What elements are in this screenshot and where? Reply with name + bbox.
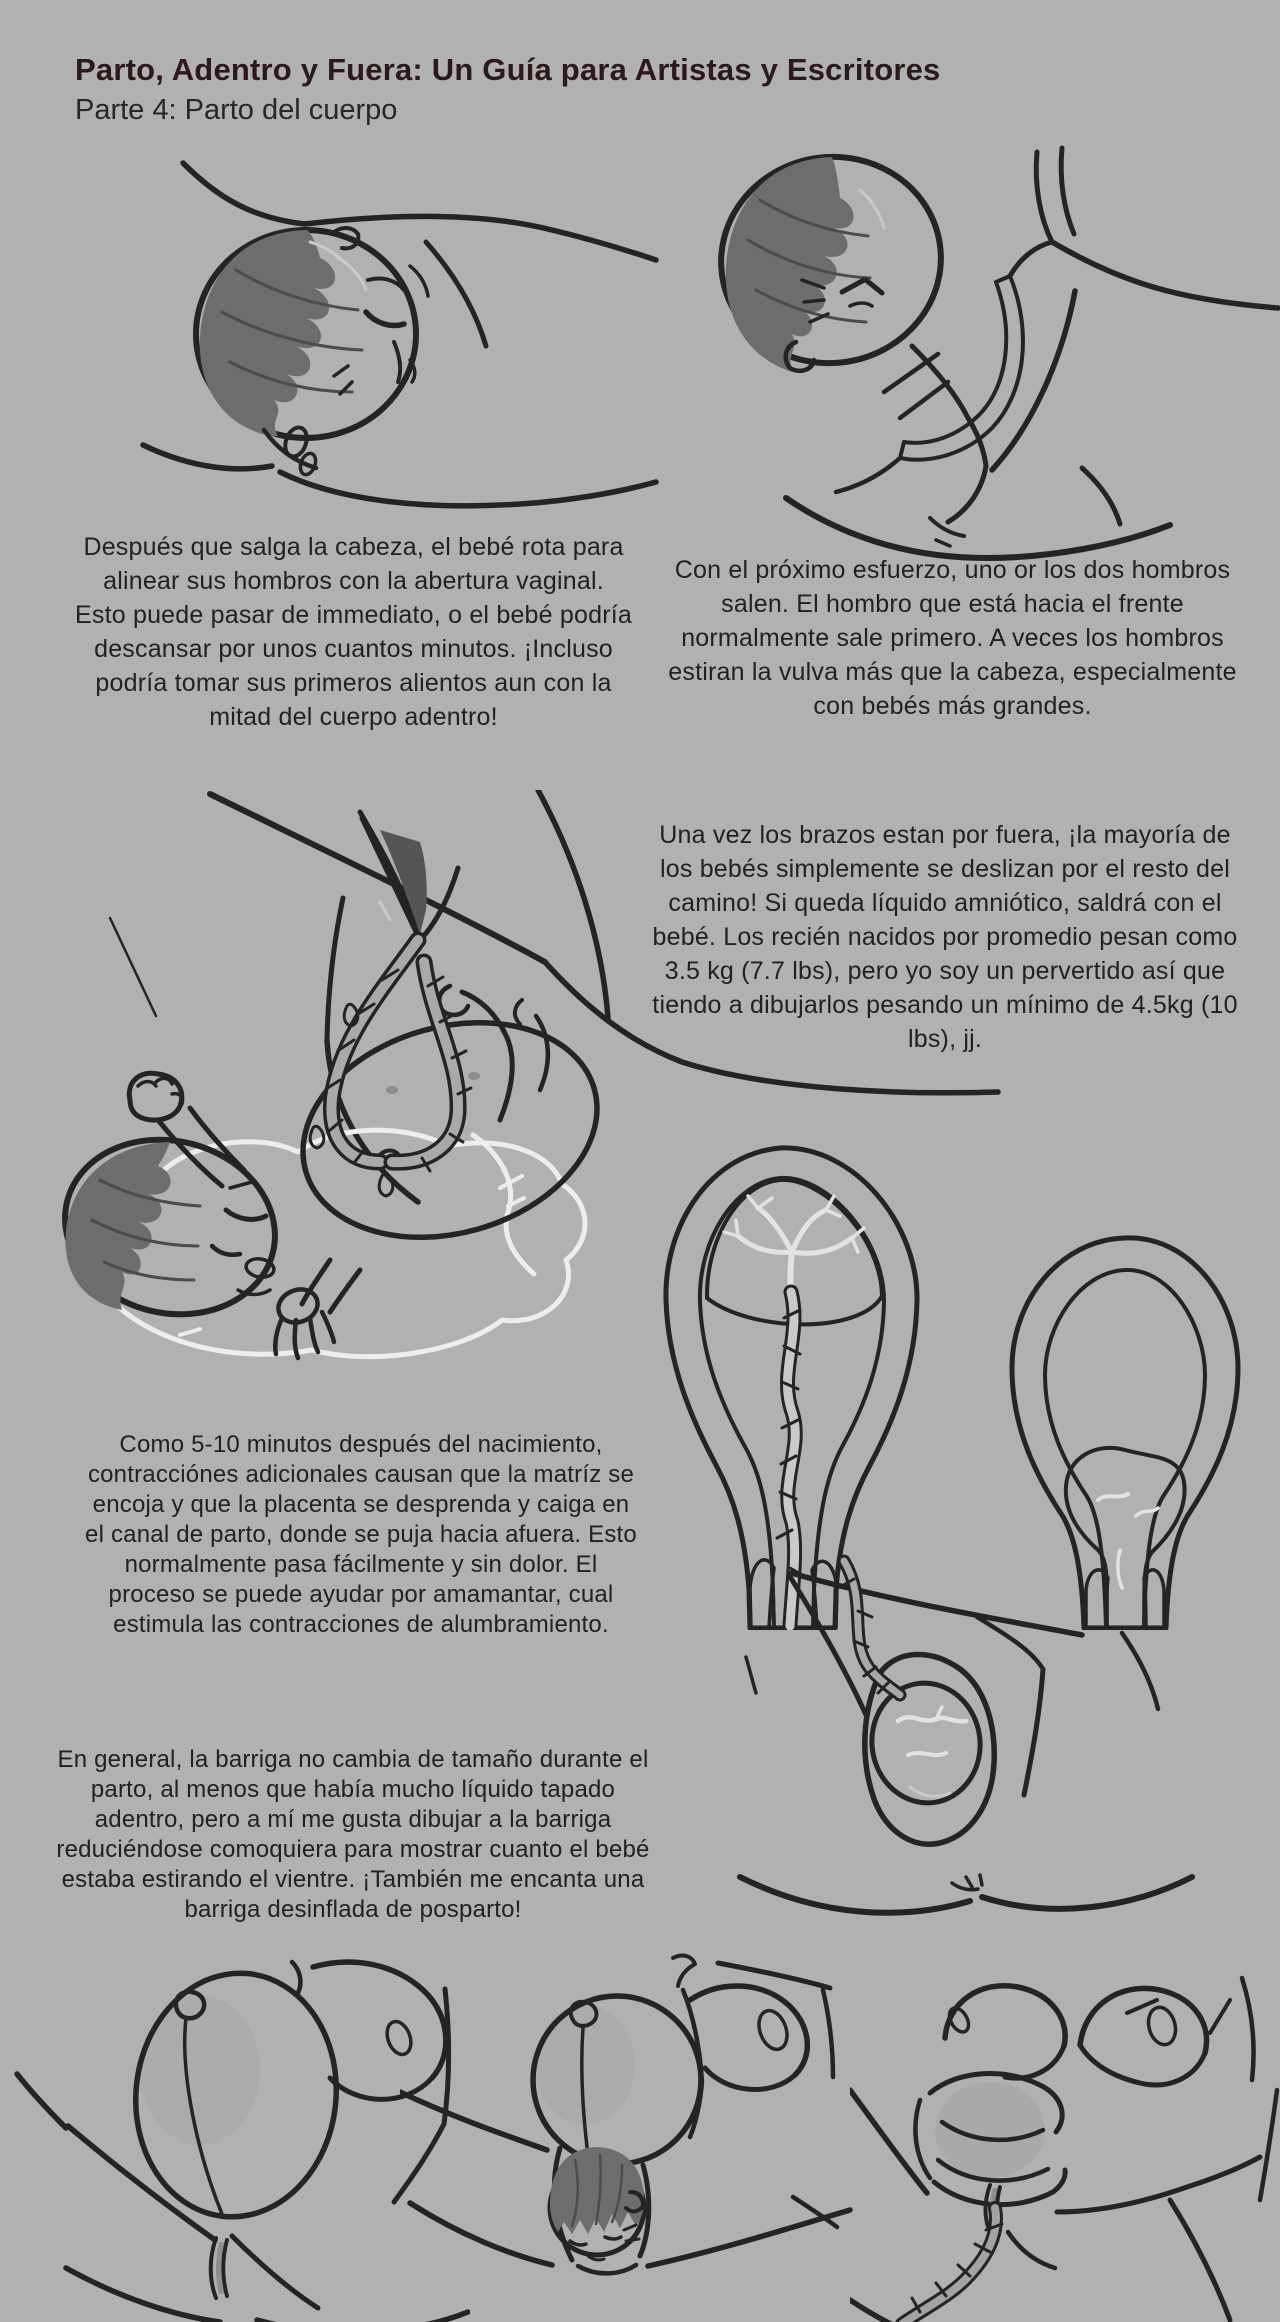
paragraph-arms-out: Una vez los brazos estan por fuera, ¡la mayoría de los bebés simplemente se deslizan por el resto del camino! Si queda líquido amniótico, saldrá con el bebé. Los recién nacidos por promedio pesan como 3.5 kg (7.7 lbs), pero yo soy un pervertido así que tiendo a dibujarlos pesando un mínimo de 4.5kg (10 lbs), jj. [652, 821, 1238, 1053]
paragraph-shoulders: Con el próximo esfuerzo, uno or los dos hombros salen. El hombro que está hacia el frente normalmente sale primero. A veces los hombros estiran la vulva más que la cabeza, especialmente con bebés más grandes. [668, 556, 1237, 720]
illustration-shoulder-emerging [700, 130, 1280, 575]
page-title: Parto, Adentro y Fuera: Un Guía para Artistas y Escritores [75, 52, 941, 87]
illustration-belly-crowning [400, 1950, 855, 2322]
illustration-belly-postpartum [850, 1950, 1280, 2322]
illustration-placenta-emerging [730, 1545, 1210, 1985]
paragraph-placenta: Como 5-10 minutos después del nacimiento, contracciónes adicionales causan que la matríz se encoja y que la placenta se desprenda y caiga en el canal de parto, donde se puja hacia afuera. Esto normalmente pasa fácilmente y sin dolor. El proceso se puede ayudar por amamantar, cual estimula las contracciones de alumbramiento. [85, 1431, 637, 1638]
baby-hair [726, 157, 854, 372]
paragraph-belly: En general, la barriga no cambia de tamaño durante el parto, al menos que había mucho líquido tapado adentro, pero a mí me gusta dibujar a la barriga reduciéndose comoquiera para mostrar cuanto el bebé estaba estirando el vientre. ¡También me encanta una barriga desinflada de posparto! [56, 1746, 650, 1923]
page-subtitle: Parte 4: Parto del cuerpo [75, 94, 398, 126]
paragraph-after-head: Después que salga la cabeza, el bebé rota para alinear sus hombros con la abertura vaginal. Esto puede pasar de immediato, o el bebé podría descansar por unos cuantos minutos. ¡Incluso podría tomar sus primeros alientos aun con la mitad del cuerpo adentro! [75, 533, 632, 731]
baby-hair [65, 1142, 170, 1310]
page-header [75, 52, 1215, 127]
umbilical-cord [326, 940, 471, 1171]
illustration-head-emerged [100, 130, 660, 530]
